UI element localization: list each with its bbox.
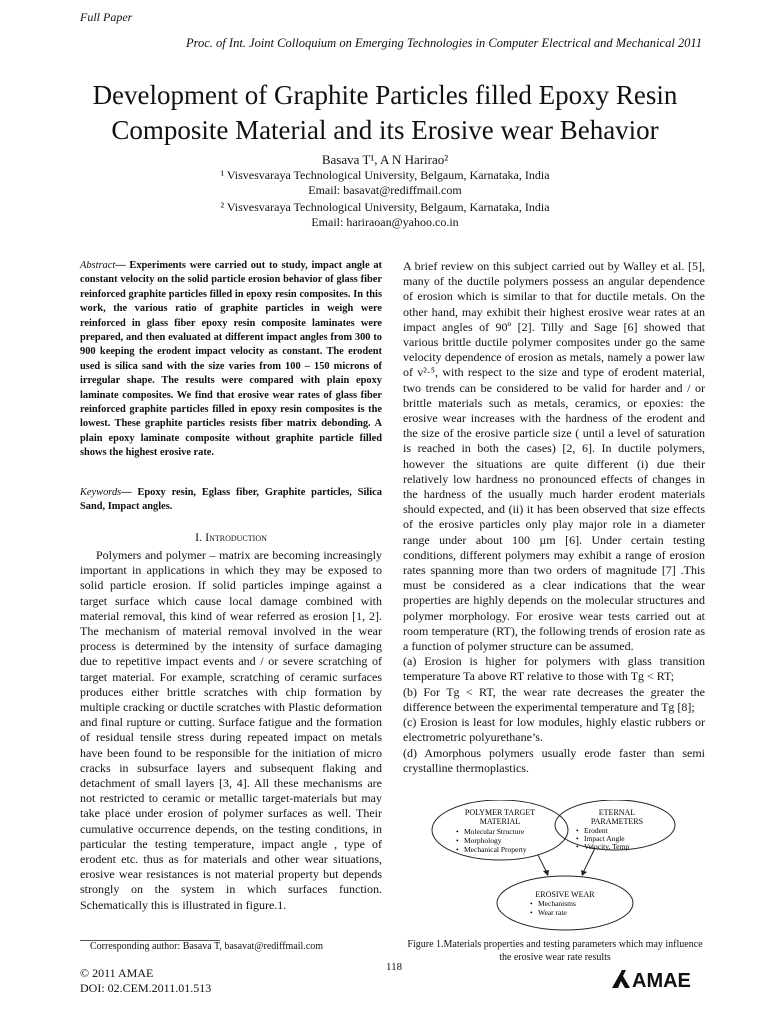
diagram-left-item-1: Molecular Structure: [464, 827, 525, 836]
arrow-right: [582, 848, 595, 875]
diagram-bottom-bullet-1: •: [530, 899, 533, 908]
affiliation-1-text: ¹ Visvesvaraya Technological University, Belgaum, Karnataka, India: [220, 168, 550, 182]
page-number: 118: [386, 961, 403, 973]
diagram-right-item-3: Velocity, Temp: [584, 842, 630, 851]
diagram-right-item-1: Erodent: [584, 826, 608, 835]
affiliation-1-email: Email: basavat@rediffmail.com: [308, 183, 462, 197]
diagram-left-bullet-1: •: [456, 827, 459, 836]
affiliation-2-email: Email: hariraoan@yahoo.co.in: [311, 215, 459, 229]
keywords: [80, 486, 382, 515]
authors: Basava T¹, A N Harirao²: [321, 152, 449, 167]
diagram-right-bullet-2: •: [576, 834, 579, 843]
list-item-c: (c) Erosion is least for low modules, highly elastic rubbers or electrometric polyurethane’s.: [403, 715, 705, 745]
amae-logo-text: AMAE: [632, 970, 691, 992]
diagram-left-item-2: Morphology: [464, 836, 502, 845]
list-item-d: (d) Amorphous polymers usually erode faster than semi crystalline thermoplastics.: [403, 745, 705, 775]
paper-title: [60, 78, 710, 148]
arrowhead-left: [543, 870, 549, 876]
diagram-bottom-item-2: Wear rate: [538, 908, 567, 917]
diagram-left-bullet-2: •: [456, 836, 459, 845]
amae-logo: [610, 966, 710, 992]
diagram-left-title-1: POLYMER TARGET: [464, 808, 536, 817]
right-column-body: [403, 259, 705, 776]
title-line-1: Development of Graphite Particles filled Epoxy Resin: [92, 80, 678, 110]
copyright: © 2011 AMAE: [80, 966, 154, 980]
diagram-right-bullet-1: •: [576, 826, 579, 835]
diagram-left-bullet-3: •: [456, 845, 459, 854]
amae-logo-mark-icon: [612, 970, 630, 988]
section-heading-introduction: I. Introduction: [195, 530, 267, 544]
diagram-left-item-3: Mechanical Property: [464, 845, 527, 854]
corresponding-author-footnote: Corresponding author: Basava T, basavat@rediffmail.com: [90, 941, 324, 952]
doi: DOI: 02.CEM.2011.01.513: [80, 981, 212, 995]
proceedings-header: Proc. of Int. Joint Colloquium on Emerging Technologies in Computer Electrical and Mechanical 2011: [185, 36, 702, 50]
list-item-b: (b) For Tg < RT, the wear rate decreases the greater the difference between the experimental temperature and Tg [8];: [403, 684, 705, 714]
abstract-label: Abstract: [80, 260, 116, 271]
diagram-left-title-2: MATERIAL: [479, 817, 521, 826]
copyright-block: [80, 966, 211, 996]
title-line-2: Composite Material and its Erosive wear Behavior: [111, 115, 659, 145]
intro-paragraph: Polymers and polymer – matrix are becoming increasingly important in applications in which they may be exposed to solid particle erosion. If solid particles impinge against a target surface which cause local damage combined with material removal, this kind of wear referred as erosion [1, 2]. The mechanism of material removal involved in the wear process is determined by the intensity of surface damaging due to repetitive impact events and / or severe scratching of target material. For example, scratching of ceramic surfaces produces either brittle scratches with chip formation by multiple cracking or ductile scratches with Plastic deformation and final rupture or cutting. Surface fatigue and the formation of residual tensile stress during repeated impact on metals have been found to be responsible for the initiation of micro cracks in subsurface layers and subsequent flaking and detachment of small layers [3, 4]. All these mechanisms are not restricted to ceramic or metallic target-materials but may take place under erosion of polymer surfaces as well. Their cumulative occurrence depends, on the testing conditions, in particular the testing temperature, impact angle , type of erodent etc. thus as for materials and other wear situations, erosive wear resistances is not material property but depends strongly on the system in which surfaces function. Schematically this is illustrated in figure.1.: [80, 548, 382, 912]
figure-1-diagram: [420, 800, 720, 940]
diagram-bottom-title: EROSIVE WEAR: [535, 890, 595, 899]
keywords-label: Keywords: [80, 487, 122, 498]
diagram-right-title-1: ETERNAL: [598, 808, 636, 817]
affiliation-2-text: ² Visvesvaraya Technological University, Belgaum, Karnataka, India: [220, 200, 550, 214]
diagram-right-title-2: PARAMETERS: [590, 817, 644, 826]
list-item-a: (a) Erosion is higher for polymers with glass transition temperature Ta above RT relative to those with Tg < RT;: [403, 654, 705, 684]
affiliation-2: [150, 200, 620, 230]
diagram-bottom-item-1: Mechanisms: [538, 899, 576, 908]
abstract: [80, 259, 382, 461]
right-paragraph: A brief review on this subject carried out by Walley et al. [5], many of the ductile polymers possess an angular dependence of erosion which is similar to that for ductile metals. On the other hand, may exhibit their highest erosive wear rates at an impact angles of 90º [2]. Tilly and Sage [6] showed that various brittle ductile polymer composites under go the same velocity dependence of erosion as metals, namely a power law of v²·⁵, with respect to the size and type of erodent material, two trends can be considered to be valid for harder and / or brittle materials such as metals, ceramics, or epoxies: the erosive wear increases with the hardness of the erodent and the size of the erosive particle size ( until a level of saturation is reached in both the cases) [2, 6]. In ductile polymers, however the situations are quite different (i) due their relatively low hardness no pronounced effects of changes in the hardness of the usually much harder erodent materials should expected, and (ii) it has been observed that size effects of the erosive particles only play major role in a diameter range under about 100 µm [6]. Under certain testing conditions, different polymers may exhibit a range of erosion rates spanning more than two orders of magnitude [7] .This must be considered as a clear indications that the wear properties are highly depends on the molecular structures and polymer morphology. For erosive wear tests carried out at room temperature (RT), the following trends of erosion rate as a function of polymer structure can be assumed.: [403, 259, 705, 654]
introduction-body: [80, 548, 382, 913]
keywords-text: — Epoxy resin, Eglass fiber, Graphite particles, Silica Sand, Impact angles.: [80, 487, 382, 513]
diagram-right-item-2: Impact Angle: [584, 834, 625, 843]
full-paper-label: Full Paper: [80, 10, 133, 24]
abstract-text: — Experiments were carried out to study, impact angle at constant velocity on the solid particle erosion behavior of glass fiber reinforced graphite particles filled in epoxy resin composites. In this work, the various ratio of graphite particles in weigh were reinforced in glass fiber epoxy resin composite laminates were prepared, and then evaluated at different impact angles from 300 to 900 keeping the erodent impact velocity as constant. The erodent used is silica sand with the size varies from 100 – 150 microns of irregular shape. The results were compared with plain epoxy laminate composites. We find that erosive wear rates of glass fiber reinforced graphite particles filled in epoxy resin composites is the lowest. These graphite particles resists fiber matrix debonding. A plain epoxy laminate composite without graphite particle filled shows the highest erosive rate.: [80, 260, 382, 459]
diagram-right-bullet-3: •: [576, 842, 579, 851]
affiliation-1: [150, 168, 620, 198]
figure-1-caption: Figure 1.Materials properties and testing parameters which may influence the erosive wear rate results: [407, 939, 703, 963]
diagram-bottom-bullet-2: •: [530, 908, 533, 917]
